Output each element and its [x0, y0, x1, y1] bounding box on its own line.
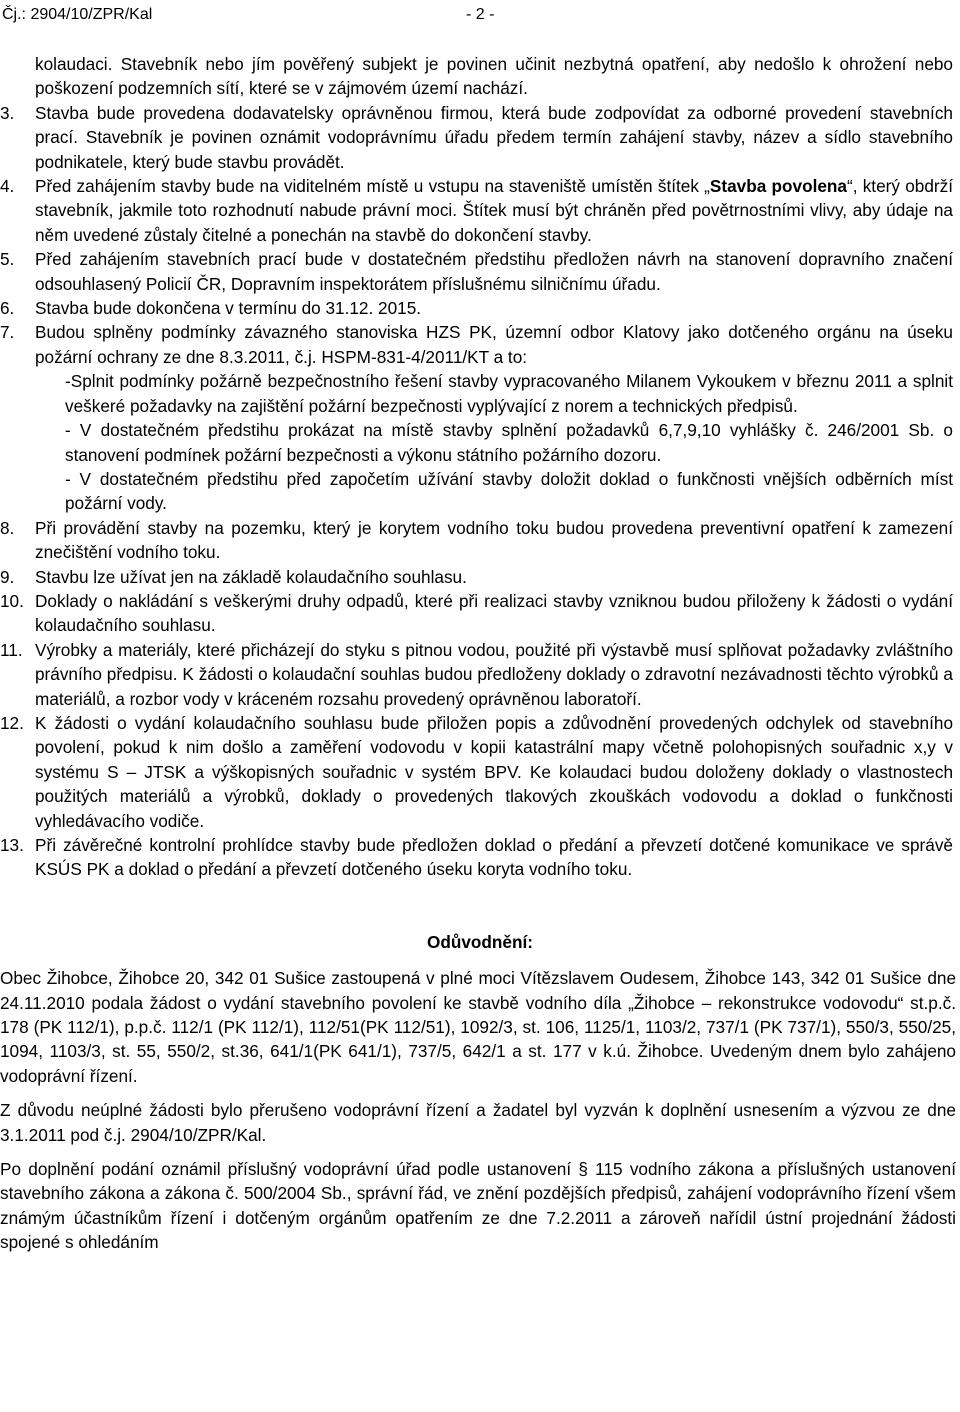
item-number: 9.	[0, 566, 15, 587]
condition-item-6	[0, 296, 953, 320]
sub-item: - V dostatečném předstihu před započetím užívání stavby doložit doklad o funkčnosti vnějších odběrních míst požární vody.	[65, 468, 953, 514]
item-number: 13.	[0, 835, 24, 855]
item-text: Před zahájením stavebních prací bude v dostatečném předstihu předložen návrh na stanovení dopravního značení odsouhlasený Policií ČR, Dopravním inspektorátem příslušnému silničnímu úřadu.	[35, 249, 953, 294]
reference-number: Čj.: 2904/10/ZPR/Kal	[2, 6, 153, 23]
item-text-post: “, který obdrží stavebník, jakmile toto rozhodnutí nabude právní moci. Štítek musí být chráněn před povětrnostními vlivy, aby údaje na něm uvedené zůstaly čitelné a ponechán na stavbě do dokončení stavby.	[35, 176, 953, 245]
item-number: 7.	[0, 322, 15, 343]
item-text: Stavba bude dokončena v termínu do 31.12. 2015.	[35, 298, 422, 319]
condition-item-5	[0, 247, 953, 296]
condition-item-7	[0, 320, 953, 515]
condition-item-11	[0, 638, 953, 711]
condition-item-9	[0, 565, 953, 589]
page-header	[0, 3, 960, 23]
continuation-paragraph: kolaudaci. Stavebník nebo jím pověřený subjekt je povinen učinit nezbytná opatření, aby nedošlo k ohrožení nebo poškození podzemních sítí, které se v zájmovém území nachází.	[35, 54, 953, 99]
item-body	[35, 320, 953, 515]
item-text: Při závěrečné kontrolní prohlídce stavby bude předložen doklad o předání a převzetí dotčené komunikace ve správě KSÚS PK a doklad o předání a převzetí dotčeného úseku koryta vodního toku.	[35, 835, 953, 880]
item-number: 11.	[0, 639, 23, 660]
item-text-bold: Stavba povolena	[709, 176, 847, 197]
item-number: 5.	[0, 249, 15, 270]
page-number: - 2 -	[466, 6, 495, 23]
reasoning-paragraph: Po doplnění podání oznámil příslušný vodoprávní úřad podle ustanovení § 115 vodního zákona a příslušných ustanovení stavebního zákona a zákona č. 500/2004 Sb., správní řád, ve znění pozdějších předpisů, zahájení vodoprávního řízení všem známým účastníkům řízení i dotčeným orgánům opatřením ze dne 7.2.2011 a zároveň nařídil ústní projednání žádosti spojené s ohledáním	[0, 1159, 956, 1253]
item-number: 10.	[0, 590, 24, 611]
document-body	[0, 52, 960, 1265]
item-text: Stavbu lze užívat jen na základě kolaudačního souhlasu.	[35, 566, 467, 587]
item-text: Budou splněny podmínky závazného stanoviska HZS PK, územní odbor Klatovy jako dotčeného orgánu na úseku požární ochrany ze dne 8.3.2011, č.j. HSPM-831-4/2011/KT a to:	[35, 322, 953, 367]
item-text	[35, 174, 953, 247]
item-text: Doklady o nakládání s veškerými druhy odpadů, které při realizaci stavby vzniknou budou přiloženy k žádosti o vydání kolaudačního souhlasu.	[35, 590, 953, 636]
reasoning-heading: Odůvodnění:	[427, 931, 533, 952]
reasoning-paragraph: Obec Žihobce, Žihobce 20, 342 01 Sušice zastoupená v plné moci Vítězslavem Oudesem, Žihobce 143, 342 01 Sušice dne 24.11.2010 podala žádost o vydání stavebního povolení ke stavbě vodního díla „Žihobce – rekonstrukce vodovodu“ st.p.č. 178 (PK 112/1), p.p.č. 112/1 (PK 112/1), 112/51(PK 112/51), 1092/3, st. 106, 1125/1, 1103/2, 737/1 (PK 737/1), 550/3, 550/25, 1094, 1103/3, st. 55, 550/2, st.36, 641/1(PK 641/1), 737/5, 642/1 a st. 177 v k.ú. Žihobce. Uvedeným dnem bylo zahájeno vodoprávní řízení.	[0, 968, 956, 1086]
sub-item: - V dostatečném předstihu prokázat na místě stavby splnění požadavků 6,7,9,10 vyhlášky č. 246/2001 Sb. o stanovení podmínek požární bezpečnosti a výkonu státního požárního dozoru.	[65, 420, 953, 465]
item-number: 4.	[0, 176, 15, 197]
condition-item-12	[0, 711, 953, 833]
item-number: 6.	[0, 298, 15, 319]
condition-item-13	[0, 833, 953, 882]
item-text: Stavba bude provedena dodavatelsky oprávněnou firmou, která bude zodpovídat za odborné provedení stavebních prací. Stavebník je povinen oznámit vodoprávnímu úřadu předem termín zahájení stavby, název a sídlo stavebního podnikatele, který bude stavbu provádět.	[35, 102, 953, 172]
item-number: 12.	[0, 712, 24, 733]
condition-item-3	[0, 101, 953, 174]
item-text: Výrobky a materiály, které přicházejí do styku s pitnou vodou, použité při výstavbě musí splňovat požadavky zvláštního právního předpisu. K žádosti o kolaudační souhlas budou předloženy doklady o zdravotní nezávadnosti těchto výrobků a materiálů, a rozbor vody v kráceném rozsahu provedený oprávněnou laboratoří.	[35, 639, 953, 709]
item-text: Při provádění stavby na pozemku, který je korytem vodního toku budou provedena preventivní opatření k zamezení znečištění vodního toku.	[35, 517, 953, 563]
condition-item-8	[0, 516, 953, 565]
item-text: K žádosti o vydání kolaudačního souhlasu bude přiložen popis a zdůvodnění provedených odchylek od stavebního povolení, pokud k nim došlo a zaměření vodovodu v kopii katastrální mapy včetně polohopisných souřadnic x,y v systému S – JTSK a výškopisných souřadnic v systém BPV. Ke kolaudaci budou doloženy doklady o vlastnostech použitých materiálů a výrobků, doklady o provedených tlakových zkouškách vodovodu a doklad o funkčnosti vyhledávacího vodiče.	[35, 712, 953, 831]
condition-item-4	[0, 174, 953, 247]
item-number: 8.	[0, 517, 15, 538]
reasoning-paragraph: Z důvodu neúplné žádosti bylo přerušeno vodoprávní řízení a žadatel byl vyzván k doplnění usnesením a výzvou ze dne 3.1.2011 pod č.j. 2904/10/ZPR/Kal.	[0, 1100, 956, 1145]
condition-item-10	[0, 589, 953, 638]
item-text-pre: Před zahájením stavby bude na viditelném místě u vstupu na staveniště umístěn štítek „	[35, 176, 710, 197]
item-number: 3.	[0, 102, 15, 123]
sub-item: -Splnit podmínky požárně bezpečnostního řešení stavby vypracovaného Milanem Vykoukem v březnu 2011 a splnit veškeré požadavky na zajištění požární bezpečnosti vyplývající z norem a technických předpisů.	[65, 371, 953, 416]
